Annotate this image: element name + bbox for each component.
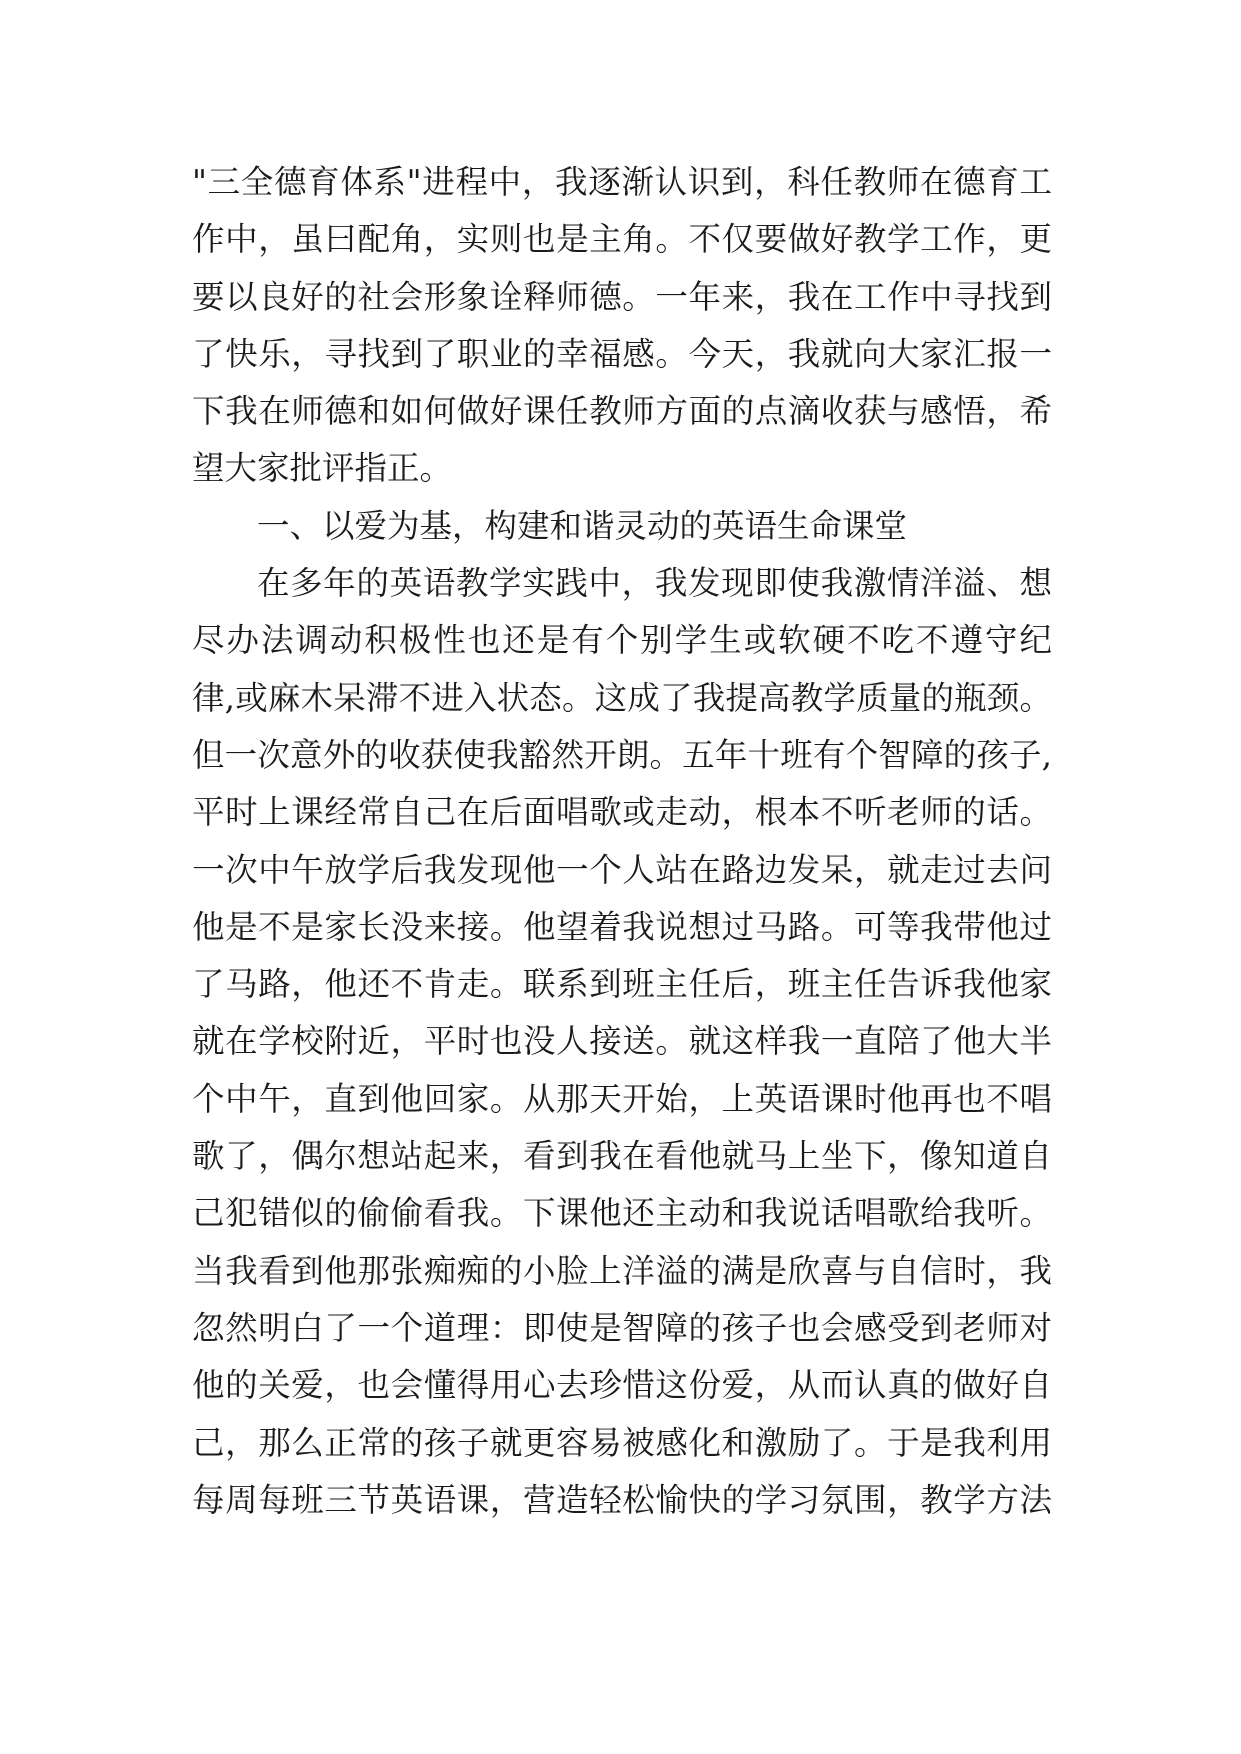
text-line: 下我在师德和如何做好课任教师方面的点滴收获与感悟，希 <box>192 392 1052 431</box>
text-line: 作中，虽曰配角，实则也是主角。不仅要做好教学工作，更 <box>192 220 1052 259</box>
text-line: 己犯错似的偷偷看我。下课他还主动和我说话唱歌给我听。 <box>192 1194 1052 1233</box>
text-line: 他是不是家长没来接。他望着我说想过马路。可等我带他过 <box>192 907 1052 946</box>
text-line: 但一次意外的收获使我豁然开朗。五年十班有个智障的孩子, <box>192 735 1052 774</box>
body-text <box>192 154 1052 1529</box>
section-heading: 一、以爱为基，构建和谐灵动的英语生命课堂 <box>257 506 908 545</box>
text-line: 在多年的英语教学实践中，我发现即使我激情洋溢、想 <box>257 564 1052 603</box>
text-line: 当我看到他那张痴痴的小脸上洋溢的满是欣喜与自信时，我 <box>192 1251 1052 1290</box>
text-line: 了快乐，寻找到了职业的幸福感。今天，我就向大家汇报一 <box>192 334 1052 373</box>
text-line: 个中午，直到他回家。从那天开始，上英语课时他再也不唱 <box>192 1079 1052 1118</box>
text-line: 己，那么正常的孩子就更容易被感化和激励了。于是我利用 <box>192 1423 1052 1462</box>
text-line: 忽然明白了一个道理：即使是智障的孩子也会感受到老师对 <box>192 1308 1052 1347</box>
text-line: 每周每班三节英语课，营造轻松愉快的学习氛围，教学方法 <box>192 1480 1052 1519</box>
text-line: 就在学校附近，平时也没人接送。就这样我一直陪了他大半 <box>192 1022 1052 1061</box>
text-line: 了马路，他还不肯走。联系到班主任后，班主任告诉我他家 <box>192 965 1052 1004</box>
section-paragraph <box>192 555 1052 1529</box>
text-line: 平时上课经常自己在后面唱歌或走动，根本不听老师的话。 <box>192 793 1052 832</box>
text-line: 他的关爱，也会懂得用心去珍惜这份爱，从而认真的做好自 <box>192 1366 1052 1405</box>
text-line: 律,或麻木呆滞不进入状态。这成了我提高教学质量的瓶颈。 <box>192 678 1052 717</box>
text-line: 要以良好的社会形象诠释师德。一年来，我在工作中寻找到 <box>192 277 1052 316</box>
text-line: 歌了，偶尔想站起来，看到我在看他就马上坐下，像知道自 <box>192 1137 1052 1176</box>
text-line: 一次中午放学后我发现他一个人站在路边发呆，就走过去问 <box>192 850 1052 889</box>
text-line: 望大家批评指正。 <box>192 449 453 488</box>
intro-paragraph <box>192 154 1052 498</box>
text-line: "三全德育体系"进程中，我逐渐认识到，科任教师在德育工 <box>192 163 1052 201</box>
text-line: 尽办法调动积极性也还是有个别学生或软硬不吃不遵守纪 <box>192 621 1052 660</box>
